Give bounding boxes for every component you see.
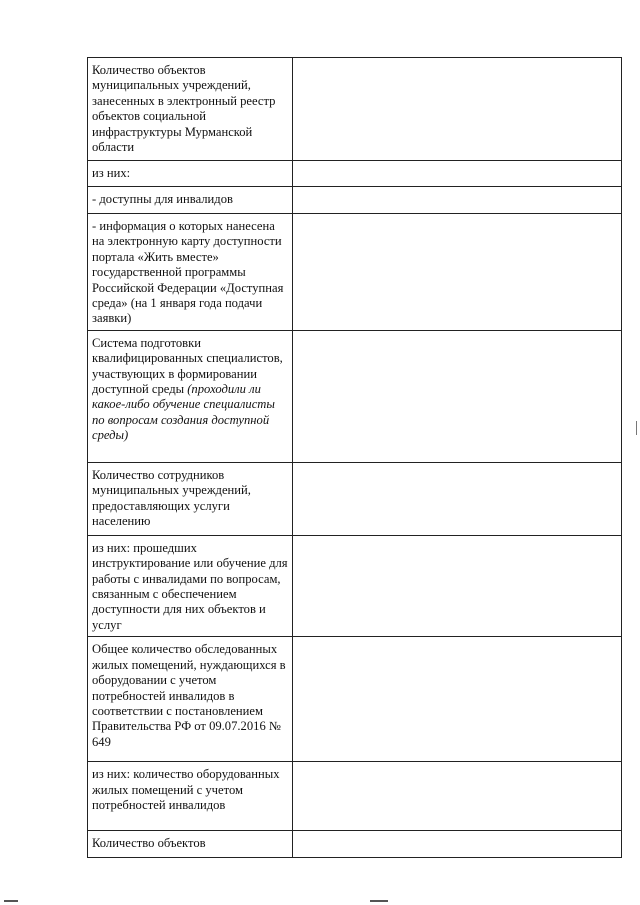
table-row bbox=[88, 831, 622, 858]
row-value-cell bbox=[293, 762, 622, 831]
table-row bbox=[88, 535, 622, 636]
row-label-cell bbox=[88, 462, 293, 535]
table-row bbox=[88, 214, 622, 331]
row-label: Система подготовки квалифицированных специалистов, участвующих в формировании доступной среды bbox=[92, 335, 283, 397]
row-value-cell bbox=[293, 462, 622, 535]
row-label-cell bbox=[88, 161, 293, 187]
row-value-cell bbox=[293, 58, 622, 161]
row-value-cell bbox=[293, 831, 622, 858]
table-row bbox=[88, 637, 622, 762]
row-label-cell bbox=[88, 214, 293, 331]
row-label: Количество сотрудников муниципальных учреждений, предоставляющих услуги населению bbox=[92, 467, 251, 529]
row-label: из них: bbox=[92, 166, 131, 180]
row-label-cell bbox=[88, 535, 293, 636]
row-value-cell bbox=[293, 535, 622, 636]
table-row bbox=[88, 462, 622, 535]
report-table bbox=[87, 57, 622, 858]
row-note: (проходили ли какое-либо обучение специалисты по вопросам создания доступной среды) bbox=[92, 382, 275, 443]
table-row bbox=[88, 762, 622, 831]
table-row bbox=[88, 330, 622, 462]
row-label-cell bbox=[88, 831, 293, 858]
row-label: из них: прошедших инструктирование или обучение для работы с инвалидами по вопросам, связанным с обеспечением доступности для них объектов и услуг bbox=[92, 540, 288, 632]
row-value-cell bbox=[293, 187, 622, 214]
row-label-cell bbox=[88, 58, 293, 161]
row-label: - доступны для инвалидов bbox=[92, 192, 233, 206]
table-row bbox=[88, 187, 622, 214]
row-label: из них: количество оборудованных жилых помещений с учетом потребностей инвалидов bbox=[92, 767, 280, 813]
scan-bottom-mark bbox=[4, 900, 18, 902]
row-label-cell bbox=[88, 330, 293, 462]
row-value-cell bbox=[293, 637, 622, 762]
row-label: - информация о которых нанесена на электронную карту доступности портала «Жить вместе» государственной программы Российской Федерации «Доступная среда» (на 1 января года подачи заявки) bbox=[92, 219, 284, 326]
table-row bbox=[88, 161, 622, 187]
row-value-cell bbox=[293, 214, 622, 331]
table-row bbox=[88, 58, 622, 161]
row-label: Количество объектов муниципальных учреждений, занесенных в электронный реестр объектов социальной инфраструктуры Мурманской области bbox=[92, 63, 276, 155]
scan-bottom-mark bbox=[370, 900, 388, 902]
row-value-cell bbox=[293, 161, 622, 187]
row-label-cell bbox=[88, 637, 293, 762]
scan-edge-mark bbox=[636, 421, 637, 435]
row-label-cell bbox=[88, 187, 293, 214]
row-value-cell bbox=[293, 330, 622, 462]
row-label: Количество объектов bbox=[92, 836, 206, 851]
row-label: Общее количество обследованных жилых помещений, нуждающихся в оборудовании с учетом потребностей инвалидов в соответствии с постановлением Правительства РФ от 09.07.2016 № 649 bbox=[92, 642, 286, 749]
row-label-cell bbox=[88, 762, 293, 831]
